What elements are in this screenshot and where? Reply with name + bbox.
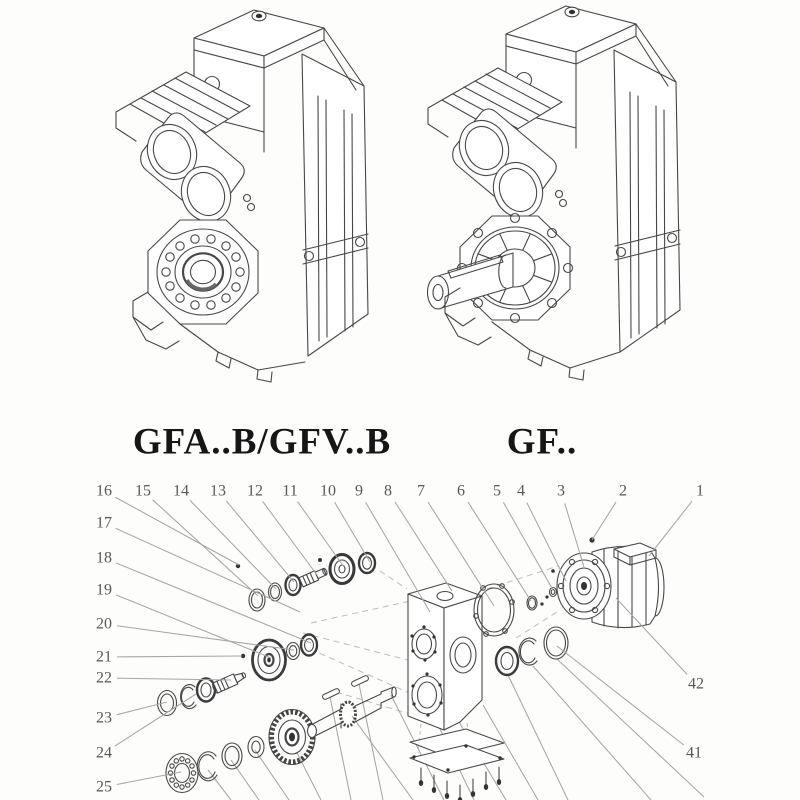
callout-leader-18 bbox=[116, 563, 311, 643]
callout-leader-10 bbox=[335, 502, 370, 562]
gasket-cover-plate bbox=[410, 729, 504, 800]
callout-number-4: 4 bbox=[517, 482, 525, 500]
callout-number-9: 9 bbox=[355, 482, 363, 500]
callout-labels bbox=[96, 483, 704, 796]
solid-shaft-flange bbox=[428, 214, 573, 323]
callout-leader-12 bbox=[263, 501, 317, 575]
model-label-gf: GF.. bbox=[506, 421, 578, 463]
callout-number-19: 19 bbox=[96, 581, 112, 599]
callout-number-8: 8 bbox=[384, 482, 392, 500]
hollow-shaft-flange bbox=[148, 220, 258, 324]
callout-number-3: 3 bbox=[557, 482, 565, 500]
callout-number-18: 18 bbox=[96, 549, 112, 567]
exploded-view bbox=[96, 483, 704, 800]
callout-number-23: 23 bbox=[96, 709, 112, 727]
callout-number-20: 20 bbox=[96, 615, 112, 633]
callout-leader-15 bbox=[153, 500, 258, 596]
callout-number-6: 6 bbox=[457, 482, 465, 500]
callout-number-2: 2 bbox=[619, 482, 627, 500]
callout-leader-8 bbox=[395, 502, 452, 591]
callout-leader-9 bbox=[366, 502, 430, 612]
callout-leader-2 bbox=[592, 502, 616, 540]
callout-number-10: 10 bbox=[320, 482, 336, 500]
callout-number-22: 22 bbox=[96, 669, 112, 687]
callout-leader-4 bbox=[527, 503, 566, 581]
callout-number-15: 15 bbox=[135, 482, 151, 500]
callout-number-7: 7 bbox=[417, 482, 425, 500]
model-label-gfab-gfvb: GFA..B/GFV..B bbox=[132, 421, 392, 463]
callout-number-41: 41 bbox=[686, 744, 702, 762]
callout-number-11: 11 bbox=[282, 482, 298, 500]
callout-leader-20 bbox=[117, 626, 294, 650]
callout-leader-5 bbox=[503, 502, 553, 590]
motor-flange bbox=[557, 553, 611, 619]
callout-leader-19 bbox=[116, 595, 271, 658]
callout-number-16: 16 bbox=[96, 482, 112, 500]
input-shaft-parts bbox=[236, 553, 375, 611]
callout-number-14: 14 bbox=[173, 482, 189, 500]
callout-number-13: 13 bbox=[210, 482, 226, 500]
gearbox-drawing-left bbox=[116, 10, 368, 382]
output-shaft bbox=[308, 687, 397, 738]
callout-number-1: 1 bbox=[696, 482, 704, 500]
callout-number-25: 25 bbox=[96, 778, 112, 796]
gearbox-drawing-right bbox=[428, 6, 681, 380]
callout-leader-24 bbox=[115, 694, 196, 746]
callout-leader-21 bbox=[117, 656, 242, 657]
callout-number-12: 12 bbox=[247, 482, 263, 500]
callout-number-24: 24 bbox=[96, 744, 112, 762]
callout-leader-13 bbox=[226, 501, 294, 582]
callout-number-21: 21 bbox=[96, 648, 112, 666]
motor-drawing bbox=[557, 543, 664, 628]
callout-number-17: 17 bbox=[96, 514, 112, 532]
callout-number-42: 42 bbox=[688, 675, 704, 693]
callout-leader-41 bbox=[557, 646, 684, 745]
exploded-housing bbox=[408, 583, 482, 730]
callout-leader-22 bbox=[117, 678, 231, 680]
callout-leader-17 bbox=[116, 528, 300, 612]
flange-ring-and-seals bbox=[474, 584, 568, 675]
output-gear bbox=[269, 710, 315, 765]
callout-leader-1 bbox=[649, 501, 692, 556]
callout-number-5: 5 bbox=[493, 482, 501, 500]
callout-leader-23 bbox=[117, 702, 167, 715]
